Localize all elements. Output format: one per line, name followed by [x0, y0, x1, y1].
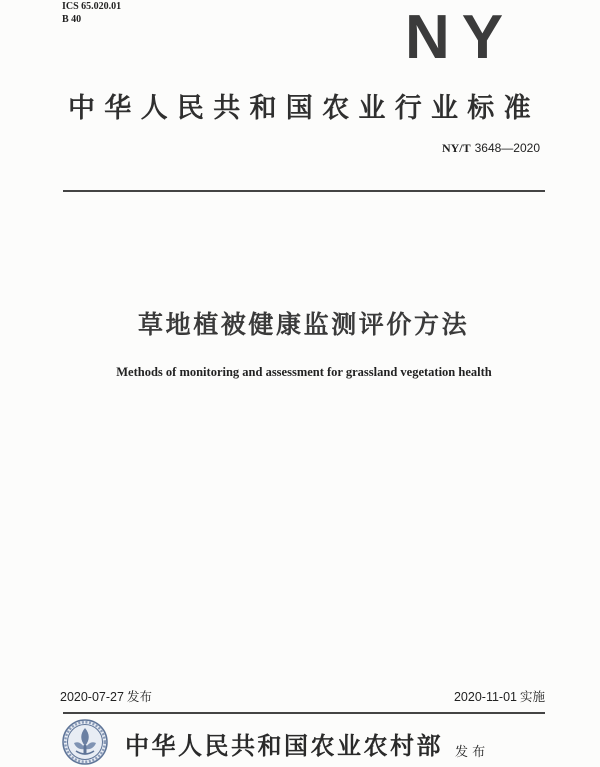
issue-label: 发 布: [455, 745, 486, 760]
issuing-authority: 中华人民共和国农业农村部: [125, 732, 443, 760]
top-divider: [63, 190, 545, 192]
standard-type-title: 中华人民共和国农业行业标准: [68, 93, 540, 124]
publish-date: [60, 689, 152, 705]
standard-number-prefix: NY/T: [441, 141, 471, 155]
ics-code: ICS 65.020.01: [62, 1, 122, 12]
ministry-emblem-icon: [62, 719, 108, 765]
bottom-divider: [63, 712, 545, 714]
implement-date-value: 2020-11-01: [453, 690, 517, 704]
publish-date-value: 2020-07-27: [60, 690, 124, 704]
document-title-zh: 草地植被健康监测评价方法: [138, 310, 470, 339]
standard-number-code: 3648—2020: [474, 141, 540, 155]
implement-date-label: 实施: [519, 689, 545, 704]
standard-number: [442, 141, 540, 156]
publish-date-label: 发布: [126, 689, 152, 704]
category-mark: NY: [405, 3, 516, 72]
document-title-en: Methods of monitoring and assessment for grassland vegetation health: [116, 365, 492, 379]
implement-date: [454, 689, 545, 705]
classification-code: B 40: [62, 14, 82, 25]
